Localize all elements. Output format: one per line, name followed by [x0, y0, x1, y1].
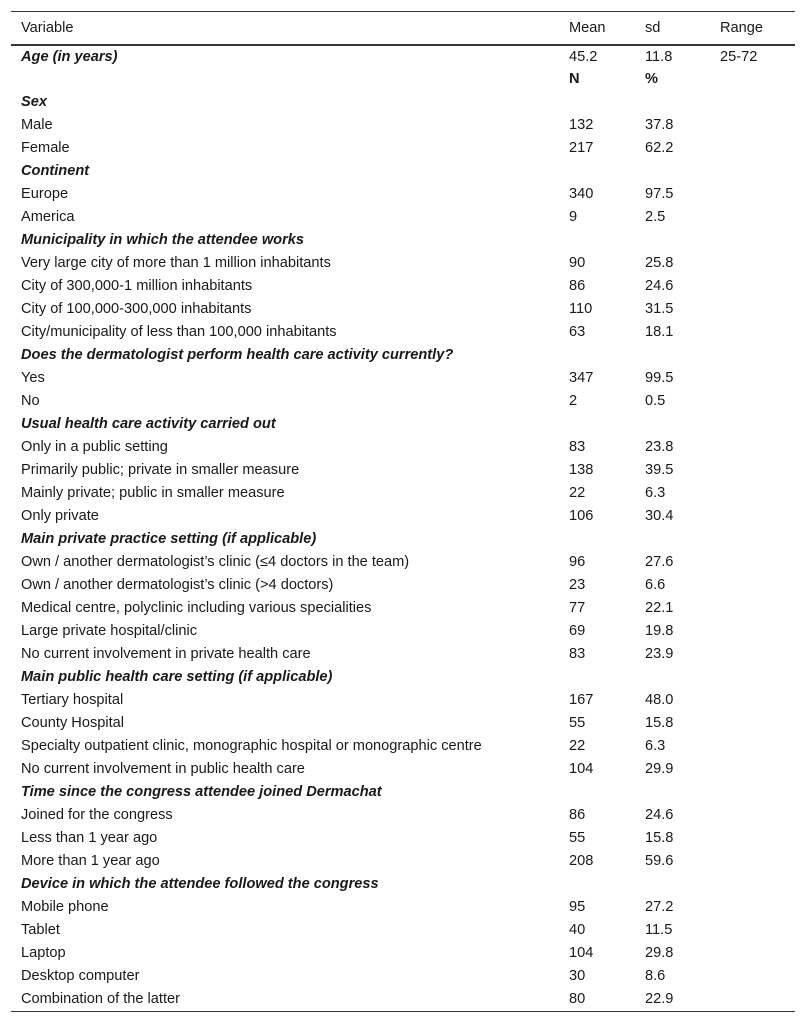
count-header-n: N: [569, 71, 580, 87]
row-label: Female: [21, 140, 70, 156]
section-title: Sex: [21, 94, 47, 110]
row-label: More than 1 year ago: [21, 853, 160, 869]
row-pct: 19.8: [645, 623, 674, 639]
row-pct: 27.6: [645, 554, 674, 570]
table-row: [11, 735, 795, 758]
row-label: Less than 1 year ago: [21, 830, 158, 846]
row-label: Male: [21, 117, 53, 133]
header-range: Range: [710, 12, 795, 45]
row-n: 2: [569, 393, 578, 409]
row-n: 104: [569, 945, 594, 961]
table-header-row: [11, 12, 795, 45]
table-row: [11, 574, 795, 597]
row-label: Yes: [21, 370, 45, 386]
section-row-device: [11, 873, 795, 896]
row-n: 22: [569, 738, 586, 754]
row-n: 86: [569, 278, 586, 294]
section-row-activity-current: [11, 344, 795, 367]
table-row: [11, 367, 795, 390]
row-label: Desktop computer: [21, 968, 140, 984]
section-row-continent: [11, 160, 795, 183]
row-n: 30: [569, 968, 586, 984]
table-row: [11, 505, 795, 528]
section-title: Usual health care activity carried out: [21, 416, 276, 432]
row-n: 138: [569, 462, 594, 478]
table-row: [11, 988, 795, 1012]
row-n: 106: [569, 508, 594, 524]
age-range: 25-72: [720, 48, 758, 65]
row-pct: 24.6: [645, 278, 674, 294]
row-pct: 15.8: [645, 715, 674, 731]
row-label: Laptop: [21, 945, 66, 961]
row-pct: 31.5: [645, 301, 674, 317]
row-pct: 22.9: [635, 988, 710, 1012]
row-n: 104: [569, 761, 594, 777]
row-label: America: [21, 209, 75, 225]
row-n: 40: [569, 922, 586, 938]
row-pct: 6.6: [645, 577, 666, 593]
table-row: [11, 321, 795, 344]
row-n: 55: [569, 830, 586, 846]
table-row: [11, 482, 795, 505]
table-row: [11, 942, 795, 965]
section-title: Time since the congress attendee joined Dermachat: [21, 784, 382, 800]
row-label: No current involvement in public health care: [21, 761, 305, 777]
row-pct: 24.6: [645, 807, 674, 823]
row-label: Mainly private; public in smaller measure: [21, 485, 285, 501]
section-row-public-setting: [11, 666, 795, 689]
row-n: 340: [569, 186, 594, 202]
table-row: [11, 298, 795, 321]
row-pct: 48.0: [645, 692, 674, 708]
header-variable: Variable: [11, 12, 559, 45]
row-label: Tertiary hospital: [21, 692, 124, 708]
table-row: [11, 804, 795, 827]
age-sd: 11.8: [645, 48, 673, 65]
row-label: Mobile phone: [21, 899, 109, 915]
row-label: Own / another dermatologist’s clinic (>4 doctors): [21, 577, 334, 593]
row-label: County Hospital: [21, 715, 125, 731]
count-header-pct: %: [645, 71, 658, 87]
row-pct: 29.8: [645, 945, 674, 961]
row-pct: 37.8: [645, 117, 674, 133]
section-row-municipality: [11, 229, 795, 252]
row-pct: 23.9: [645, 646, 674, 662]
row-pct: 39.5: [645, 462, 674, 478]
section-row-time-joined: [11, 781, 795, 804]
row-pct: 59.6: [645, 853, 674, 869]
row-pct: 18.1: [645, 324, 674, 340]
table-row: [11, 275, 795, 298]
row-n: 96: [569, 554, 586, 570]
row-label: Only in a public setting: [21, 439, 168, 455]
row-n: 167: [569, 692, 594, 708]
row-label: Large private hospital/clinic: [21, 623, 198, 639]
row-n: 22: [569, 485, 586, 501]
row-label: City of 300,000-1 million inhabitants: [21, 278, 253, 294]
row-pct: 15.8: [645, 830, 674, 846]
row-pct: 6.3: [645, 738, 666, 754]
row-label: Own / another dermatologist’s clinic (≤4 doctors in the team): [21, 554, 410, 570]
row-n: 90: [569, 255, 586, 271]
age-label: Age (in years): [21, 48, 118, 65]
table-row: [11, 551, 795, 574]
table-row: [11, 850, 795, 873]
row-n: 63: [569, 324, 586, 340]
table-row: [11, 896, 795, 919]
row-label: Combination of the latter: [11, 988, 559, 1012]
table-row: [11, 114, 795, 137]
row-label: No: [21, 393, 40, 409]
row-label: Tablet: [21, 922, 60, 938]
row-pct: 29.9: [645, 761, 674, 777]
row-pct: 27.2: [645, 899, 674, 915]
row-label: Medical centre, polyclinic including various specialities: [21, 600, 372, 616]
demographics-table: [11, 11, 795, 1012]
row-label: City/municipality of less than 100,000 inhabitants: [21, 324, 337, 340]
table-row: [11, 436, 795, 459]
row-n: 83: [569, 646, 586, 662]
row-pct: 97.5: [645, 186, 674, 202]
table-row: [11, 597, 795, 620]
demographics-table-wrapper: [11, 11, 795, 1012]
section-title: Main private practice setting (if applicable): [21, 531, 317, 547]
row-label: City of 100,000-300,000 inhabitants: [21, 301, 252, 317]
row-n: 132: [569, 117, 594, 133]
table-row: [11, 965, 795, 988]
section-title: Continent: [21, 163, 90, 179]
row-n: 77: [569, 600, 586, 616]
table-row: [11, 206, 795, 229]
row-label: Specialty outpatient clinic, monographic hospital or monographic centre: [21, 738, 482, 754]
row-n: 55: [569, 715, 586, 731]
row-pct: 8.6: [645, 968, 666, 984]
row-label: Europe: [21, 186, 69, 202]
section-title: Main public health care setting (if applicable): [21, 669, 333, 685]
row-n: 9: [569, 209, 578, 225]
table-row: [11, 689, 795, 712]
row-pct: 0.5: [645, 393, 666, 409]
row-pct: 23.8: [645, 439, 674, 455]
table-row: [11, 643, 795, 666]
row-n: 83: [569, 439, 586, 455]
row-label: Joined for the congress: [21, 807, 173, 823]
section-row-usual-activity: [11, 413, 795, 436]
row-pct: 11.5: [645, 922, 673, 938]
row-n: 23: [569, 577, 586, 593]
table-row: [11, 919, 795, 942]
table-row: [11, 459, 795, 482]
section-title: Does the dermatologist perform health care activity currently?: [21, 347, 454, 363]
row-n: 217: [569, 140, 594, 156]
row-n: 110: [569, 301, 593, 317]
row-label: Very large city of more than 1 million inhabitants: [21, 255, 331, 271]
table-row: [11, 390, 795, 413]
section-row-sex: [11, 91, 795, 114]
row-pct: 25.8: [645, 255, 674, 271]
row-pct: 30.4: [645, 508, 674, 524]
row-pct: 22.1: [645, 600, 674, 616]
row-n: 95: [569, 899, 586, 915]
age-mean: 45.2: [569, 48, 598, 65]
section-title: Device in which the attendee followed the congress: [21, 876, 379, 892]
row-n: 69: [569, 623, 586, 639]
section-title: Municipality in which the attendee works: [21, 232, 305, 248]
table-row: [11, 712, 795, 735]
header-mean: Mean: [559, 12, 635, 45]
age-row: [11, 45, 795, 68]
row-n: 208: [569, 853, 594, 869]
table-row: [11, 252, 795, 275]
row-n: 86: [569, 807, 586, 823]
table-row: [11, 620, 795, 643]
row-label: Primarily public; private in smaller measure: [21, 462, 300, 478]
row-label: Only private: [21, 508, 99, 524]
table-row: [11, 137, 795, 160]
row-n: 80: [559, 988, 635, 1012]
count-header-row: [11, 68, 795, 91]
row-n: 347: [569, 370, 594, 386]
row-pct: 62.2: [645, 140, 674, 156]
row-pct: 2.5: [645, 209, 666, 225]
row-label: No current involvement in private health care: [21, 646, 311, 662]
section-row-private-setting: [11, 528, 795, 551]
row-pct: 99.5: [645, 370, 674, 386]
header-sd: sd: [635, 12, 710, 45]
table-row: [11, 758, 795, 781]
table-row: [11, 183, 795, 206]
table-row: [11, 827, 795, 850]
row-pct: 6.3: [645, 485, 666, 501]
